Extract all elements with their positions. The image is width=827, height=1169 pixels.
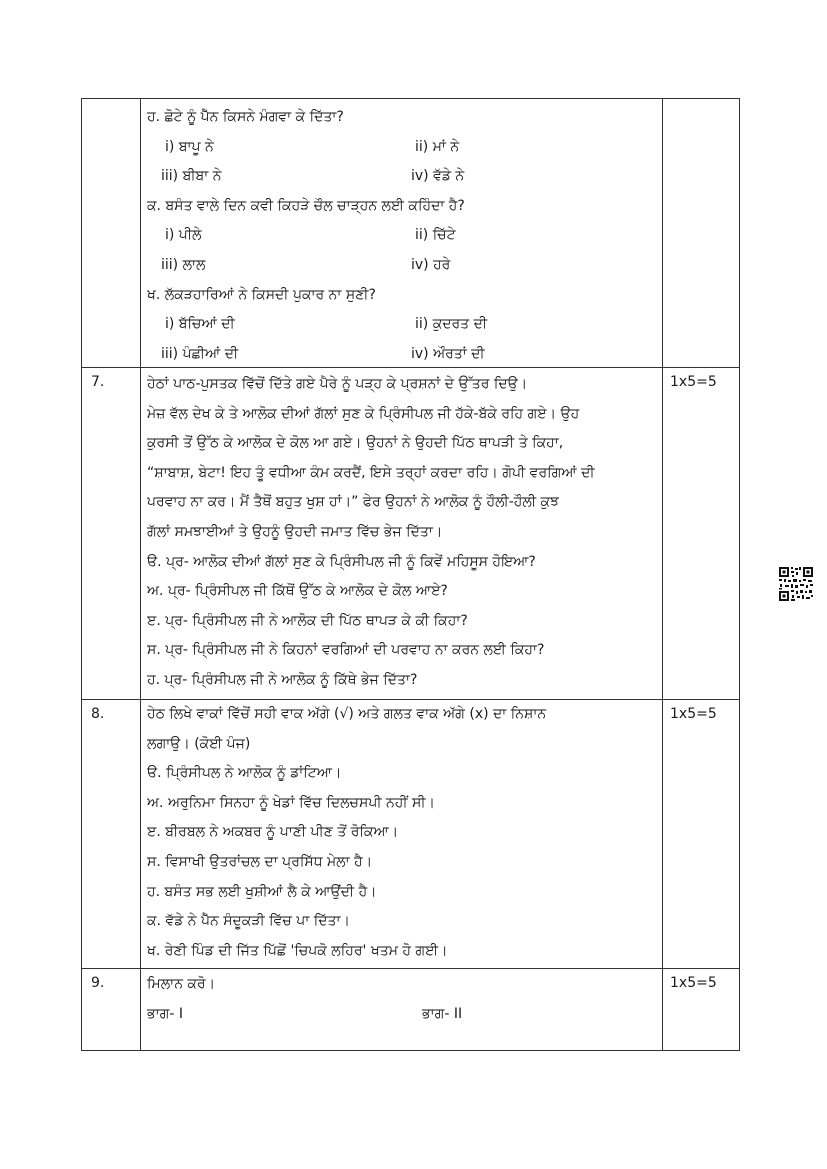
q7-passage-line-5: ਗੱਲਾਂ ਸਮਝਾਈਆਂ ਤੇ ਉਹਨੂੰ ਉਹਦੀ ਜਮਾਤ ਵਿੱਚ ਭੇਜ ਦਿੱਤਾ।	[147, 523, 443, 540]
question-9-marks: 1x5=5	[670, 975, 717, 991]
question-7-marks: 1x5=5	[670, 374, 717, 390]
q8-statement-g: ਖ. ਰੇਣੀ ਪਿੰਡ ਦੀ ਜਿੱਤ ਪਿੱਛੋਂ 'ਚਿਪਕੋ ਲਹਿਰ' ਖਤਮ ਹੋ ਗਈ।	[147, 942, 448, 959]
q6-kh-question: ਖ. ਲੱਕੜਹਾਰਿਆਂ ਨੇ ਕਿਸਦੀ ਪੁਕਾਰ ਨਾ ਸੁਣੀ?	[147, 286, 376, 303]
q6-kh-option-iv: iv) ਔਰਤਾਂ ਦੀ	[411, 345, 485, 362]
question-7-number: 7.	[91, 374, 105, 390]
qr-code-icon	[778, 566, 814, 602]
question-9-number: 9.	[91, 975, 105, 991]
question-9-block	[81, 968, 740, 1051]
q6-kh-options-row-1	[147, 310, 659, 340]
q7-question-a: ੳ. ਪ੍ਰ- ਆਲੋਕ ਦੀਆਂ ਗੱਲਾਂ ਸੁਣ ਕੇ ਪ੍ਰਿੰਸੀਪਲ ਜੀ ਨੂੰ ਕਿਵੇਂ ਮਹਿਸੂਸ ਹੋਇਆ?	[147, 553, 536, 570]
q6-k-option-i: i) ਪੀਲੇ	[165, 227, 202, 244]
q7-instruction: ਹੇਠਾਂ ਪਾਠ-ਪੁਸਤਕ ਵਿੱਚੋਂ ਦਿੱਤੇ ਗਏ ਪੈਰੇ ਨੂੰ ਪੜ੍ਹ ਕੇ ਪ੍ਰਸ਼ਨਾਂ ਦੇ ਉੱਤਰ ਦਿਉ।	[147, 376, 528, 392]
q8-statement-e: ਹ. ਬਸੰਤ ਸਭ ਲਈ ਖੁਸ਼ੀਆਂ ਲੈ ਕੇ ਆਉਂਦੀ ਹੈ।	[147, 883, 377, 900]
q7-question-d: ਸ. ਪ੍ਰ- ਪ੍ਰਿੰਸੀਪਲ ਜੀ ਨੇ ਕਿਹਨਾਂ ਵਰਗਿਆਂ ਦੀ ਪਰਵਾਹ ਨਾ ਕਰਨ ਲਈ ਕਿਹਾ?	[147, 642, 545, 659]
question-9-title: ਮਿਲਾਨ ਕਰੋ।	[147, 976, 216, 992]
q8-statement-d: ਸ. ਵਿਸਾਖੀ ਉਤਰਾਂਚਲ ਦਾ ਪ੍ਰਸਿੱਧ ਮੇਲਾ ਹੈ।	[147, 853, 373, 870]
question-7-body	[147, 370, 659, 696]
q8-instruction-line-2: ਲਗਾਉ। (ਕੋਈ ਪੰਜ)	[147, 735, 251, 752]
q6-h-option-iv: iv) ਵੱਡੇ ਨੇ	[411, 168, 465, 185]
q7-passage-line-3: “ਸ਼ਾਬਾਸ਼, ਬੇਟਾ! ਇਹ ਤੂੰ ਵਧੀਆ ਕੰਮ ਕਰਦੈਂ, ਇਸੇ ਤਰ੍ਹਾਂ ਕਰਦਾ ਰਹਿ। ਗੋਪੀ ਵਰਗਿਆਂ ਦੀ	[147, 464, 595, 481]
q6-kh-option-i: i) ਬੱਚਿਆਂ ਦੀ	[165, 316, 235, 333]
q6-k-options-row-2	[147, 251, 659, 281]
q6-h-option-ii: ii) ਮਾਂ ਨੇ	[415, 138, 460, 155]
q8-statement-b: ਅ. ਅਰੁਨਿਮਾ ਸਿਨਹਾ ਨੂੰ ਖੇਡਾਂ ਵਿੱਚ ਦਿਲਚਸਪੀ ਨਹੀਂ ਸੀ।	[147, 794, 435, 811]
q6-kh-options-row-2	[147, 340, 659, 370]
q8-statement-c: ੲ. ਬੀਰਬਲ ਨੇ ਅਕਬਰ ਨੂੰ ਪਾਣੀ ਪੀਣ ਤੋਂ ਰੋਕਿਆ।	[147, 824, 399, 841]
question-6-block	[81, 98, 740, 368]
q6-h-options-row-2	[147, 162, 659, 192]
q7-question-e: ਹ. ਪ੍ਰ- ਪ੍ਰਿੰਸੀਪਲ ਜੀ ਨੇ ਆਲੋਕ ਨੂੰ ਕਿੱਥੇ ਭੇਜ ਦਿੱਤਾ?	[147, 671, 418, 688]
q6-kh-option-ii: ii) ਕੁਦਰਤ ਦੀ	[415, 316, 488, 333]
question-7-block	[81, 367, 740, 700]
q6-h-question: ਹ. ਛੋਟੇ ਨੂੰ ਪੈੱਨ ਕਿਸਨੇ ਮੰਗਵਾ ਕੇ ਦਿੱਤਾ?	[147, 109, 344, 125]
q6-k-question: ਕ. ਬਸੰਤ ਵਾਲੇ ਦਿਨ ਕਵੀ ਕਿਹੜੇ ਚੌਲ ਚਾੜ੍ਹਨ ਲਈ ਕਹਿੰਦਾ ਹੈ?	[147, 197, 465, 214]
question-8-body	[147, 700, 659, 966]
q6-h-option-iii: iii) ਬੀਬਾ ਨੇ	[161, 168, 222, 185]
q6-k-options-row-1	[147, 221, 659, 251]
q6-k-option-iii: iii) ਲਾਲ	[161, 256, 206, 273]
q6-k-option-iv: iv) ਹਰੇ	[411, 256, 451, 273]
question-9-part-1-heading: ਭਾਗ- I	[147, 1006, 183, 1022]
q7-passage-line-4: ਪਰਵਾਹ ਨਾ ਕਰ। ਮੈਂ ਤੈਥੋਂ ਬਹੁਤ ਖੁਸ਼ ਹਾਂ।” ਫੇਰ ਉਹਨਾਂ ਨੇ ਆਲੋਕ ਨੂੰ ਹੌਲੀ-ਹੌਲੀ ਕੁਝ	[147, 494, 559, 511]
question-6-body	[147, 103, 659, 369]
q6-kh-option-iii: iii) ਪੰਛੀਆਂ ਦੀ	[161, 345, 239, 362]
q8-statement-a: ੳ. ਪ੍ਰਿੰਸੀਪਲ ਨੇ ਆਲੋਕ ਨੂੰ ਡਾਂਟਿਆ।	[147, 765, 342, 782]
q7-passage-line-1: ਮੇਜ਼ ਵੱਲ ਦੇਖ ਕੇ ਤੇ ਆਲੋਕ ਦੀਆਂ ਗੱਲਾਂ ਸੁਣ ਕੇ ਪ੍ਰਿੰਸੀਪਲ ਜੀ ਹੱਕੇ-ਬੱਕੇ ਰਹਿ ਗਏ। ਉਹ	[147, 405, 580, 422]
q7-question-c: ੲ. ਪ੍ਰ- ਪ੍ਰਿੰਸੀਪਲ ਜੀ ਨੇ ਆਲੋਕ ਦੀ ਪਿੱਠ ਥਾਪੜ ਕੇ ਕੀ ਕਿਹਾ?	[147, 612, 468, 629]
q6-h-options-row-1	[147, 133, 659, 163]
question-8-number: 8.	[91, 706, 105, 722]
q8-statement-f: ਕ. ਵੱਡੇ ਨੇ ਪੈੱਨ ਸੰਦੂਕੜੀ ਵਿੱਚ ਪਾ ਦਿੱਤਾ।	[147, 913, 350, 930]
q6-h-option-i: i) ਬਾਪੂ ਨੇ	[165, 138, 214, 155]
q8-instruction-line-1: ਹੇਠ ਲਿਖੇ ਵਾਕਾਂ ਵਿੱਚੋਂ ਸਹੀ ਵਾਕ ਅੱਗੇ (√) ਅਤੇ ਗਲਤ ਵਾਕ ਅੱਗੇ (x) ਦਾ ਨਿਸ਼ਾਨ	[147, 706, 547, 722]
q6-k-option-ii: ii) ਚਿੱਟੇ	[415, 227, 456, 244]
question-9-part-2-heading: ਭਾਗ- II	[422, 1006, 463, 1022]
q7-passage-line-2: ਕੁਰਸੀ ਤੋਂ ਉੱਠ ਕੇ ਆਲੋਕ ਦੇ ਕੋਲ ਆ ਗਏ। ਉਹਨਾਂ ਨੇ ਉਹਦੀ ਪਿੱਠ ਥਾਪੜੀ ਤੇ ਕਿਹਾ,	[147, 435, 564, 452]
q7-question-b: ਅ. ਪ੍ਰ- ਪ੍ਰਿੰਸੀਪਲ ਜੀ ਕਿੱਥੋਂ ਉੱਠ ਕੇ ਆਲੋਕ ਦੇ ਕੋਲ ਆਏ?	[147, 583, 448, 600]
question-8-marks: 1x5=5	[670, 706, 717, 722]
question-8-block	[81, 699, 740, 969]
